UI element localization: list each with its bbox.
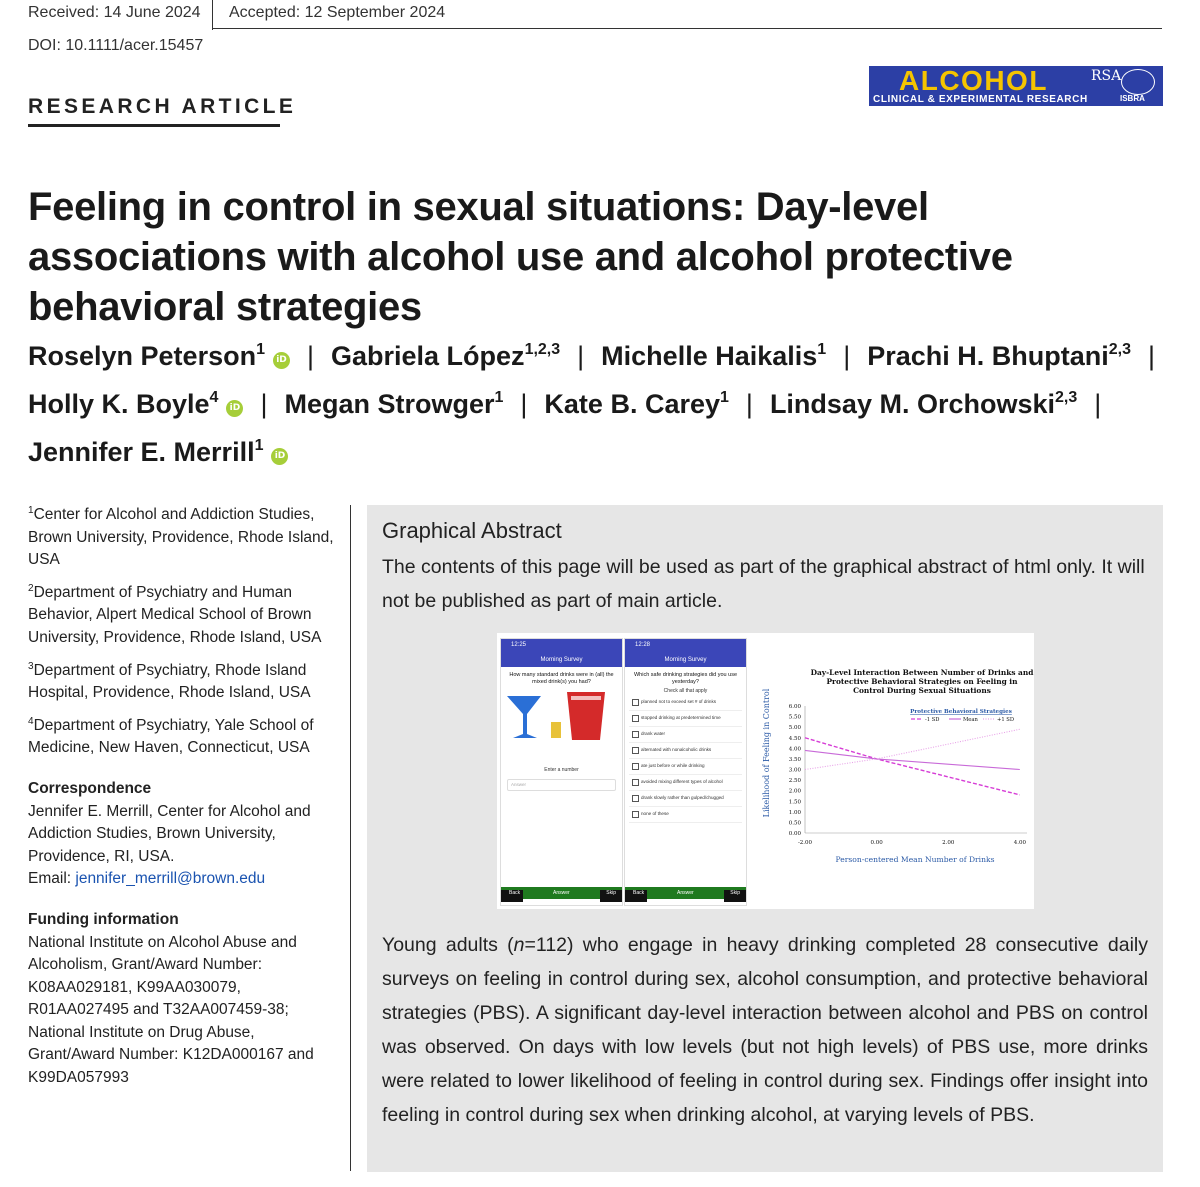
article-type: RESEARCH ARTICLE [28,95,297,118]
rsa-logo-icon: RSA [1091,68,1122,84]
affiliation-sup: 3 [28,660,34,672]
author-name: Kate B. Carey [544,389,721,419]
chart-title-line: Protective Behavioral Strategies on Feeling in [826,677,1018,686]
author[interactable] [28,341,290,371]
strategy-option[interactable]: drank slowly rather than gulped/chugged [629,793,742,807]
author[interactable] [28,389,243,419]
summary-text-start: Young adults ( [382,934,514,956]
phone-question: How many standard drinks were in (all) the mixed drink(s) you had? [509,672,614,685]
column-divider [350,505,351,1171]
affiliation [28,656,338,705]
author[interactable] [544,389,729,419]
author-separator: | [843,341,851,371]
series-line--1-sd [805,729,1020,769]
funding-text: National Institute on Alcohol Abuse and Alcoholism, Grant/Award Number: K08AA029181, K99AA030079, R01AA027495 and T32AA007459-38; National Institute on Drug Abuse, Grant/Award Number: K12DA000167 and K99DA057993 [28,933,314,1087]
y-tick-label: 5.00 [788,725,801,732]
strategy-option[interactable]: drank water [629,729,742,743]
y-tick-label: 0.00 [788,831,801,837]
author-name: Jennifer E. Merrill [28,437,255,467]
phone-status-bar: 12:28 [625,639,746,653]
author-name: Lindsay M. Orchowski [769,389,1056,419]
strategy-option[interactable]: planned not to exceed set # of drinks [629,697,742,711]
y-tick-label: 1.50 [788,799,801,806]
author-name: Michelle Haikalis [601,341,818,371]
affiliation [28,578,338,650]
author[interactable] [284,389,503,419]
author-affiliation-sup: 1 [817,341,827,358]
side-column [28,500,338,1090]
graphical-abstract-note: The contents of this page will be used as part of the graphical abstract of html only. It will not be published as part of main article. [382,556,1145,612]
skip-button[interactable]: Skip [606,890,616,896]
author-affiliation-sup: 1 [254,437,264,454]
x-tick-label: -2.00 [797,840,813,846]
strategy-option[interactable]: stopped drinking at predetermined time [629,713,742,727]
skip-button[interactable]: Skip [730,890,740,896]
author-separator: | [745,389,753,419]
affiliation [28,711,338,760]
accepted-date: Accepted: 12 September 2024 [229,4,446,21]
author-affiliation-sup: 1,2,3 [524,341,561,358]
shot-glass-icon [551,722,561,738]
author-name: Megan Strowger [284,389,495,419]
x-axis-label: Person-centered Mean Number of Drinks [835,855,995,864]
y-tick-label: 5.50 [788,714,801,721]
phone-subtitle: Check all that apply [663,688,708,694]
author[interactable] [601,341,826,371]
affiliation-text: Department of Psychiatry, Yale School of Medicine, New Haven, Connecticut, USA [28,716,314,757]
y-tick-label: 6.00 [788,704,801,710]
y-tick-label: 2.50 [788,778,801,785]
summary-n-value: =112 [524,934,568,956]
author-separator: | [1094,389,1102,419]
legend-label: Mean [963,717,978,723]
author-list [28,329,1178,473]
y-tick-label: 2.00 [788,788,801,795]
author-name: Gabriela López [331,341,525,371]
author-name: Prachi H. Bhuptani [867,341,1109,371]
y-tick-label: 3.00 [788,767,801,774]
orcid-icon[interactable]: iD [271,448,288,465]
y-tick-label: 4.50 [788,735,801,742]
series-line-mean [805,750,1020,769]
phone-header: Morning Survey [625,653,746,667]
y-tick-label: 4.00 [788,746,801,753]
x-tick-label: 2.00 [942,840,955,846]
phone-header: Morning Survey [501,653,622,667]
affiliation-sup: 1 [28,505,34,516]
author-separator: | [577,341,585,371]
journal-logo-subtitle: CLINICAL & EXPERIMENTAL RESEARCH [873,94,1088,105]
legend-title: Protective Behavioral Strategies [910,709,1012,715]
graphical-abstract-heading: Graphical Abstract [382,518,562,543]
affiliation-text: Department of Psychiatry, Rhode Island Hospital, Providence, Rhode Island, USA [28,661,311,702]
x-tick-label: 4.00 [1013,840,1026,846]
article-title: Feeling in control in sexual situations: Day-level associations with alcohol use and alcohol protective behavioral strategies [28,185,1013,329]
graphical-abstract-summary [382,928,1148,1132]
y-tick-label: 3.50 [788,756,801,763]
email-link[interactable]: jennifer_merrill@brown.edu [75,870,266,888]
summary-text-end: ) who engage in heavy drinking completed 28 consecutive daily surveys on feeling in control during sex, alcohol consumption, and protective behavioral strategies (PBS). A significant day-level interaction between alcohol and PBS on control was observed. On days with low levels (but not high levels) of PBS use, more drinks were related to lower likelihood of feeling in control during sex. Findings offer insight into feeling in control during sex when drinking alcohol, at varying levels of PBS. [382,934,1148,1126]
affiliation-text: Center for Alcohol and Addiction Studies, Brown University, Providence, Rhode Island, USA [28,506,334,569]
author-affiliation-sup: 2,3 [1055,389,1078,406]
author-separator: | [260,389,268,419]
back-button[interactable]: Back [509,890,521,896]
author-separator: | [306,341,314,371]
series-line--1-sd [805,738,1020,795]
journal-logo[interactable] [869,66,1163,106]
meta-rule [212,28,1162,29]
author-affiliation-sup: 1 [720,389,729,406]
chart-title-line: Day-Level Interaction Between Number of Drinks and [810,668,1034,677]
x-tick-label: 0.00 [870,840,883,846]
author-affiliation-sup: 2,3 [1108,341,1131,358]
y-axis-label: Likelihood of Feeling in Control [762,688,771,818]
graphical-abstract-figure[interactable] [497,633,1034,909]
author-affiliation-sup: 1 [256,341,265,358]
phone-status-bar: 12:25 [501,639,622,653]
y-tick-label: 0.50 [788,820,801,827]
orcid-icon[interactable]: iD [226,400,243,417]
funding-heading: Funding information [28,910,179,928]
author-affiliation-sup: 1 [494,389,504,406]
affiliation-sup: 4 [28,715,34,727]
journal-logo-name: ALCOHOL [899,66,1048,96]
phone-screenshot-strategies [624,638,747,906]
email-label: Email: [28,870,76,888]
doi: DOI: 10.1111/acer.15457 [28,37,204,54]
affiliation-sup: 2 [28,582,34,594]
strategy-option[interactable]: ate just before or while drinking [629,761,742,775]
strategy-option[interactable]: none of these [629,809,742,823]
legend-label: -1 SD [925,717,940,723]
article-type-rule [28,124,280,127]
author-affiliation-sup: 4 [209,389,219,406]
affiliation-text: Department of Psychiatry and Human Behavior, Alpert Medical School of Brown University, Providence, Rhode Island, USA [28,583,322,646]
affiliation [28,500,338,572]
author[interactable] [867,341,1131,371]
interaction-chart [747,633,1034,909]
phone-bottom-bar [501,887,622,899]
author-separator: | [1147,341,1155,371]
enter-number-label: Enter a number [544,767,579,773]
author-name: Roselyn Peterson [28,341,257,371]
author[interactable] [770,389,1077,419]
author-separator: | [520,389,528,419]
answer-button[interactable]: Answer [677,890,694,896]
phone-screenshot-drinks [500,638,623,906]
margarita-glass-icon [507,696,541,738]
back-button[interactable]: Back [633,890,645,896]
chart-title-line: Control During Sexual Situations [853,686,991,695]
strategy-option[interactable]: avoided mixing different types of alcohol [629,777,742,791]
drink-illustration [501,688,622,758]
legend-label: +1 SD [997,717,1015,723]
phone-bottom-bar [625,887,746,899]
author-name: Holly K. Boyle [28,389,210,419]
phone-question: Which safe drinking strategies did you use yesterday? [633,672,738,685]
correspondence-email-line [28,868,338,891]
orcid-icon[interactable]: iD [273,352,290,369]
meta-divider [212,0,213,30]
received-date: Received: 14 June 2024 [28,4,201,21]
strategy-option[interactable]: alternated with nonalcoholic drinks [629,745,742,759]
correspondence-heading: Correspondence [28,779,152,797]
drinks-input[interactable]: Answer [507,779,616,791]
correspondence-text: Jennifer E. Merrill, Center for Alcohol and Addiction Studies, Brown University, Providence, RI, USA. [28,802,311,865]
author[interactable] [28,437,288,467]
answer-button[interactable]: Answer [553,890,570,896]
globe-icon [1121,69,1155,95]
isbra-logo-text: ISBRA [1120,94,1145,103]
author[interactable] [331,341,560,371]
summary-n-symbol: n [513,934,525,956]
y-tick-label: 1.00 [788,809,801,816]
